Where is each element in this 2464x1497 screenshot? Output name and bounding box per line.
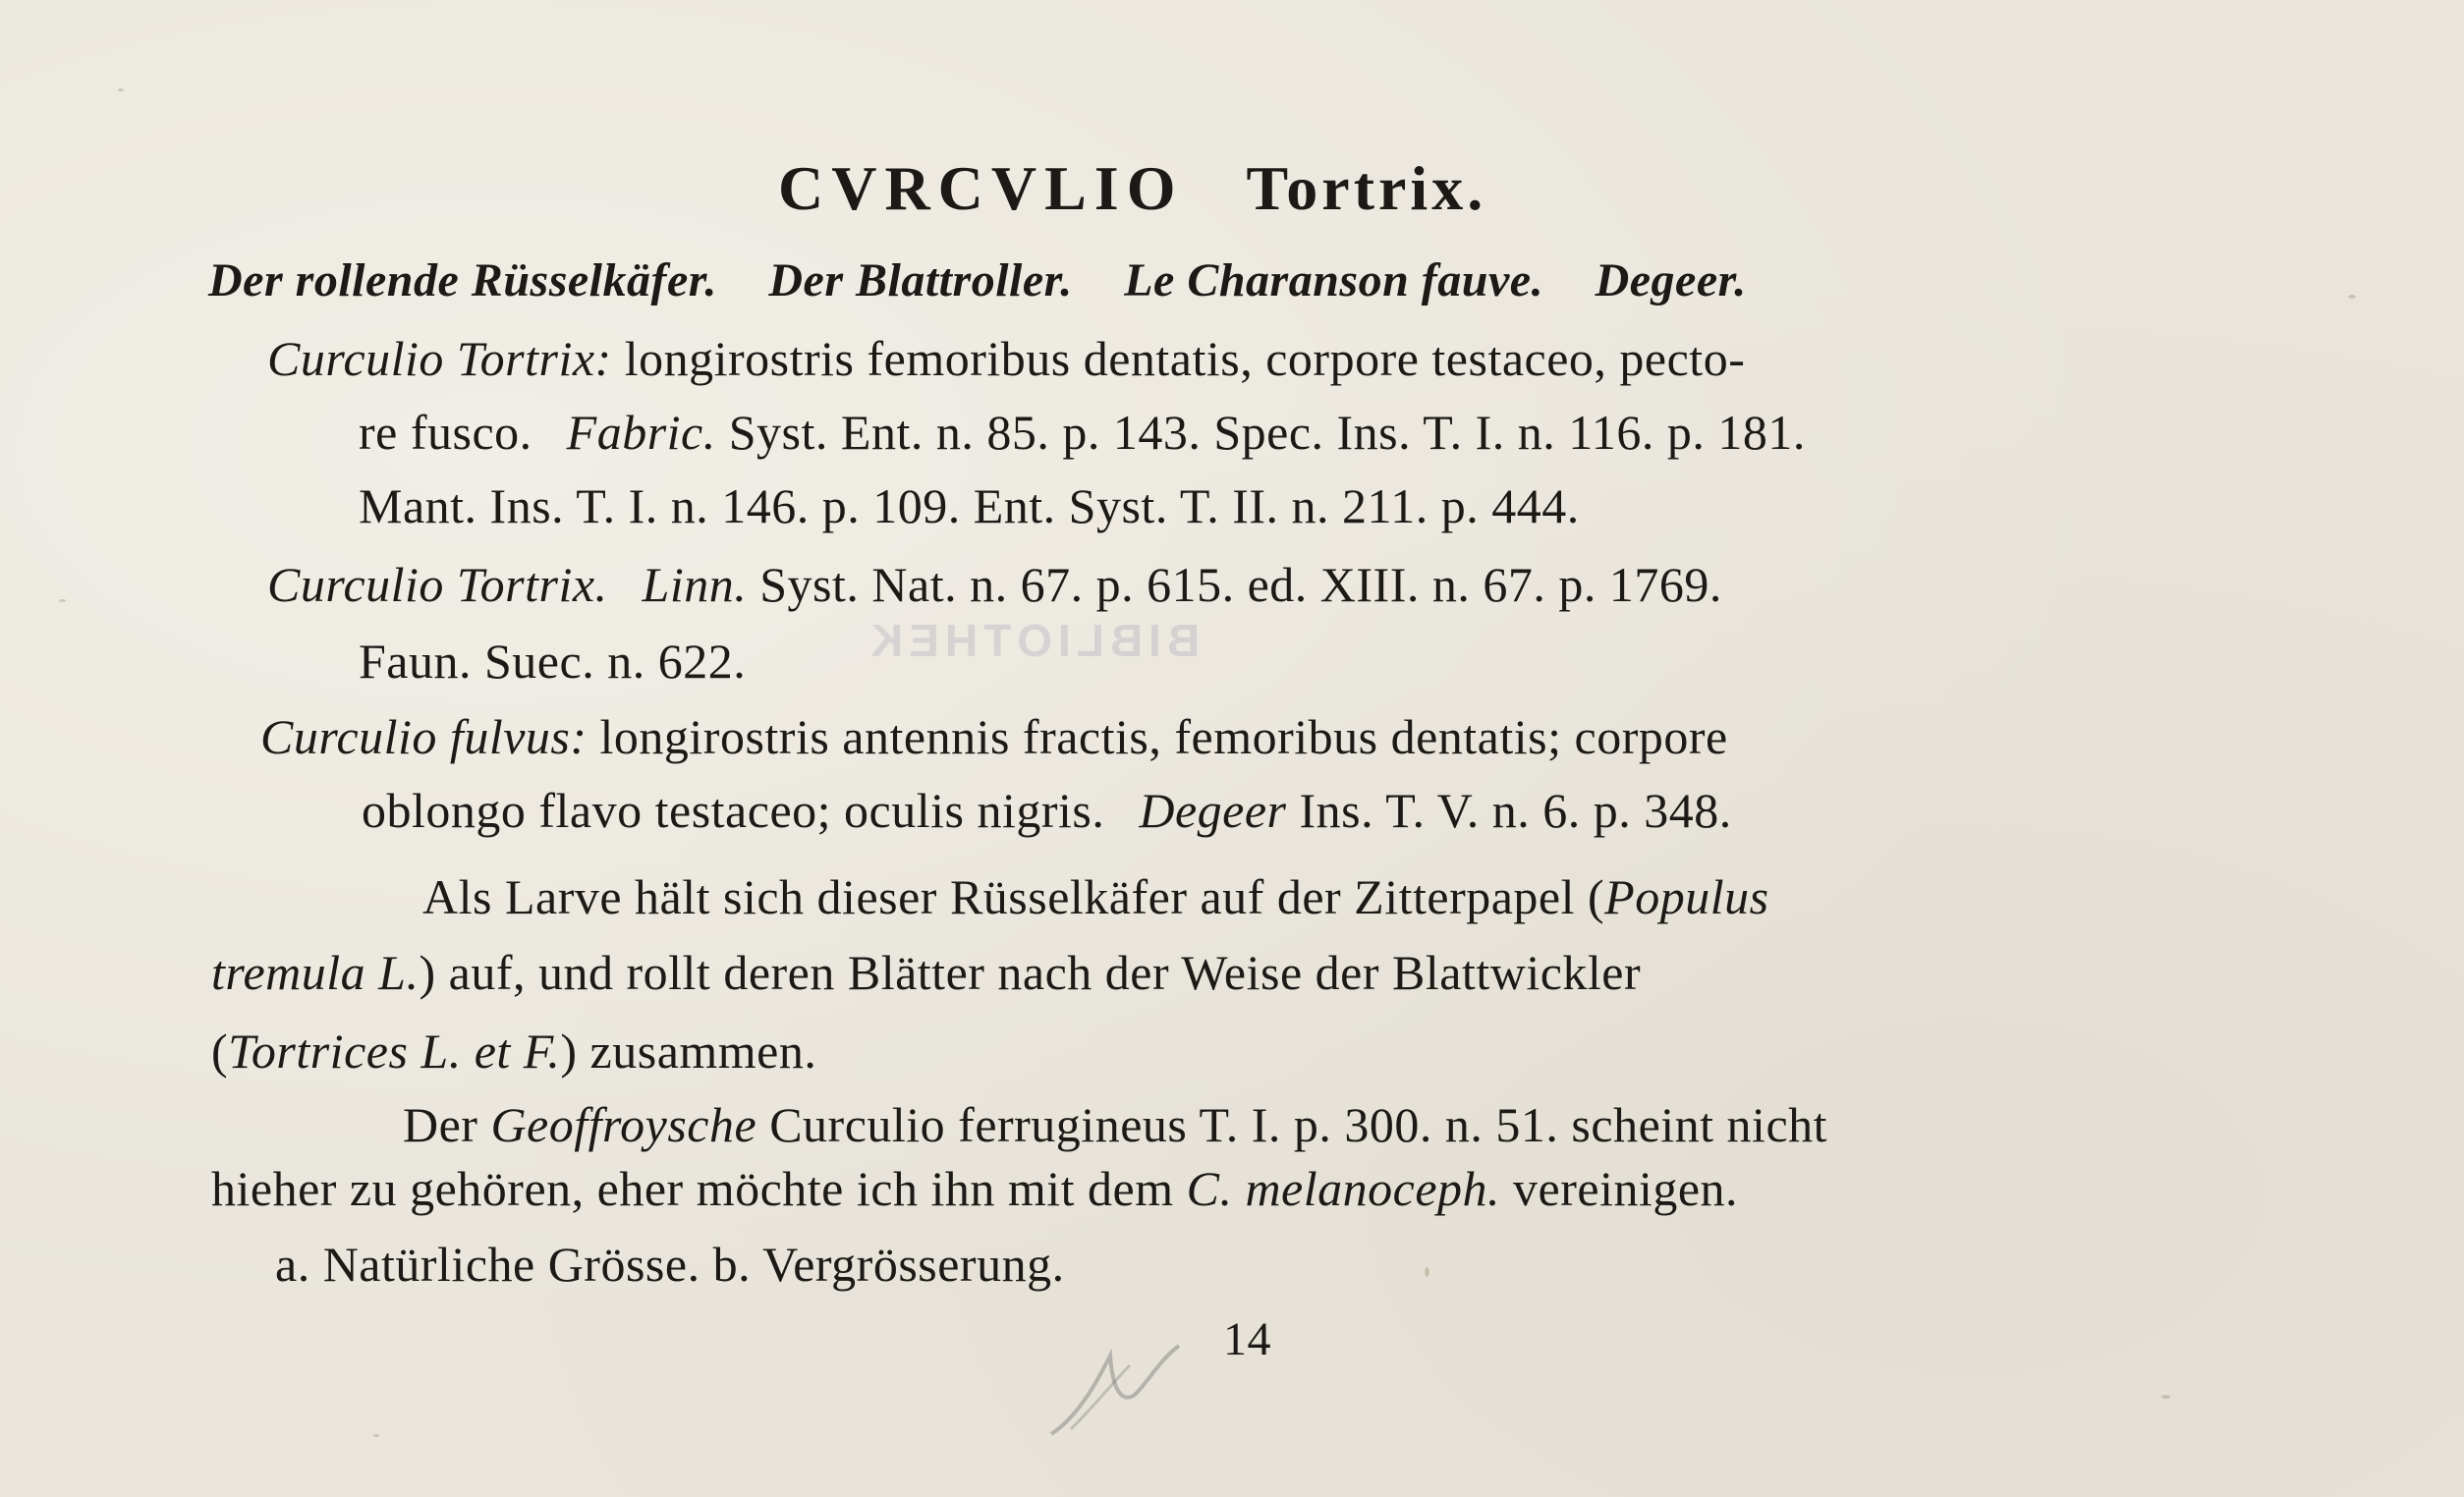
german-name-2: Der Blattroller. (768, 254, 1073, 306)
figure-legend (275, 1237, 1065, 1292)
library-stamp-bleedthrough: BIBLIOTHEK (865, 615, 1201, 666)
degeer-reference: Ins. T. V. n. 6. p. 348. (1299, 783, 1732, 838)
linn-reference-1: Syst. Nat. n. 67. p. 615. ed. XIII. n. 67. p. 1769. (759, 557, 1722, 612)
para1-line-3 (211, 1024, 817, 1079)
para2-text-1c: Curculio ferrugineus T. I. p. 300. n. 51. scheint nicht (769, 1097, 1828, 1152)
french-name: Le Charanson fauve. (1124, 254, 1544, 306)
linn-reference-2: Faun. Suec. n. 622. (359, 634, 747, 689)
fabric-line-2 (359, 405, 1806, 460)
paper-speck (1425, 1267, 1429, 1277)
para2-text-1b: Geoffroysche (490, 1097, 757, 1152)
fabric-description-2: re fusco. (359, 405, 532, 460)
linn-author: Linn. (642, 557, 748, 612)
german-name-1: Der rollende Rüsselkäfer. (208, 254, 717, 306)
para2-line-2 (211, 1161, 1739, 1216)
para1-text-3a: ( (211, 1024, 229, 1079)
common-names-line (208, 254, 1747, 306)
para1-text-1a: Als Larve hält sich dieser Rüsselkäfer auf der Zitterpapel ( (422, 869, 1605, 924)
para1-text-2b: ) auf, und rollt deren Blätter nach der Weise der Blattwickler (419, 945, 1642, 1000)
title-species: Tortrix. (1246, 153, 1487, 223)
fabric-line-3 (359, 478, 1580, 533)
degeer-author: Degeer (1139, 783, 1287, 838)
paper-speck (118, 88, 124, 91)
fabric-description-1: longirostris femoribus dentatis, corpore testaceo, pecto- (624, 331, 1746, 386)
linn-line-1 (267, 557, 1722, 612)
degeer-description-2: oblongo flavo testaceo; oculis nigris. (362, 783, 1105, 838)
linn-species-name: Curculio Tortrix. (267, 557, 608, 612)
para2-text-1a: Der (403, 1097, 478, 1152)
para2-text-2a: hieher zu gehören, eher möchte ich ihn mit dem (211, 1161, 1174, 1216)
para2-line-1 (403, 1097, 1828, 1152)
fabric-line-1 (267, 331, 1746, 386)
fabric-author: Fabric. (566, 405, 716, 460)
paper-speck (59, 599, 66, 602)
degeer-species-name: Curculio fulvus: (260, 709, 588, 764)
paper-speck (373, 1434, 379, 1437)
para2-text-2b: C. melanoceph. (1186, 1161, 1501, 1216)
para1-text-3c: ) zusammen. (560, 1024, 817, 1079)
paper-speck (2161, 1395, 2170, 1399)
linn-line-2 (359, 634, 747, 689)
page-title (778, 153, 1487, 223)
degeer-description-1: longirostris antennis fractis, femoribus dentatis; corpore (599, 709, 1728, 764)
title-genus: CVRCVLIO (778, 153, 1184, 223)
degeer-line-1 (260, 709, 1728, 764)
para1-text-1b: Populus (1604, 869, 1769, 924)
names-author: Degeer. (1595, 254, 1747, 306)
para1-line-1 (422, 869, 1769, 924)
pencil-scribble-mark (1041, 1336, 1199, 1444)
para2-text-2c: vereinigen. (1513, 1161, 1739, 1216)
fabric-reference-1: Syst. Ent. n. 85. p. 143. Spec. Ins. T. I. n. 116. p. 181. (728, 405, 1806, 460)
para1-text-3b: Tortrices L. et F. (228, 1024, 561, 1079)
degeer-line-2 (362, 783, 1732, 838)
page-number (1223, 1313, 1271, 1365)
figure-legend-text: a. Natürliche Grösse. b. Vergrösserung. (275, 1237, 1065, 1292)
fabric-reference-2: Mant. Ins. T. I. n. 146. p. 109. Ent. Syst. T. II. n. 211. p. 444. (359, 478, 1580, 533)
page-number-text: 14 (1223, 1313, 1271, 1365)
fabric-species-name: Curculio Tortrix: (267, 331, 612, 386)
para1-text-2a: tremula L. (211, 945, 420, 1000)
para1-line-2 (211, 945, 1642, 1000)
paper-speck (2348, 295, 2356, 299)
